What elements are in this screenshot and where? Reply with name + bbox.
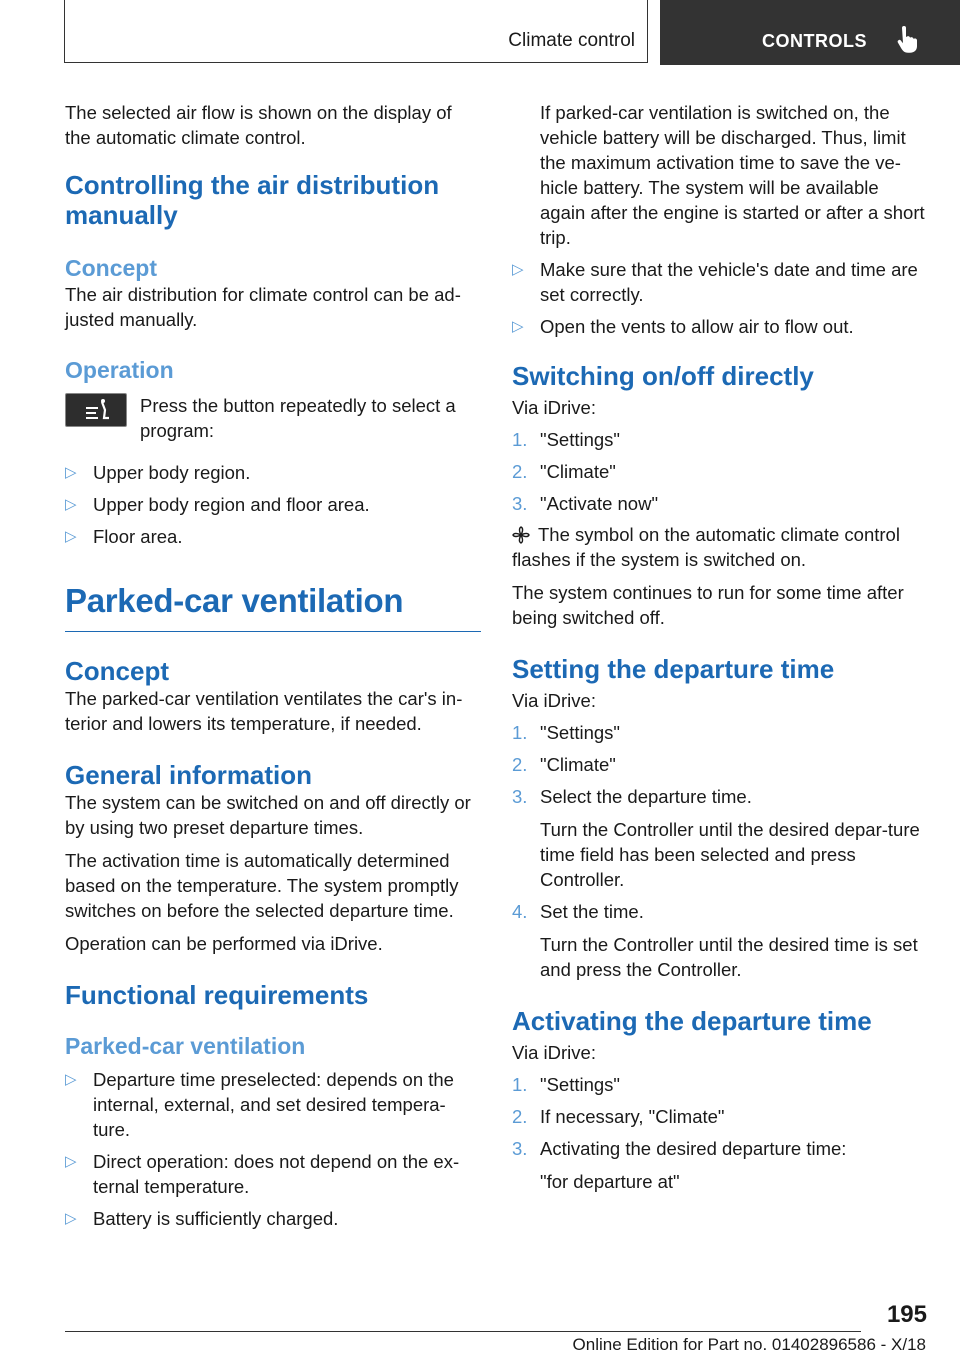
air-distribution-button-icon [65,393,127,427]
list-item: 1. "Settings" [512,429,620,450]
chapter-heading-wrap [65,581,481,632]
list-item: ▷ Floor area. [65,526,183,547]
heading-operation: Operation [65,357,174,383]
general-text-1: The system can be switched on and off directly or by using two preset departure times. [65,792,471,838]
step-detail: Turn the Controller until the desired time is set and press the Controller. [540,934,918,980]
heading-concept-2: Concept [65,656,169,686]
general-text-3: Operation can be performed via iDrive. [65,933,383,954]
header-section-box [64,0,648,63]
page-number: 195 [886,1301,927,1328]
via-idrive-3: Via iDrive: [512,1042,596,1063]
list-item: ▷ Make sure that the vehicle's date and time are set correctly. [512,259,918,305]
list-item: 3. Select the departure time. Turn the Controller until the desired depar‐ture time field has been selected and press Controller. [512,784,928,892]
list-item: 1. "Settings" [512,722,620,743]
list-item: ▷ Open the vents to allow air to flow out. [512,316,854,337]
list-item: 2. If necessary, "Climate" [512,1106,725,1127]
fan-icon [512,526,530,544]
operation-row [65,393,481,453]
list-item: 2. "Climate" [512,754,616,775]
via-idrive-1: Via iDrive: [512,397,596,418]
heading-functional-requirements: Functional requirements [65,980,369,1010]
triangle-bullet-icon: ▷ [65,528,77,545]
heading-manual-air-distribution: Controlling the air distribution manually [65,170,440,230]
triangle-bullet-icon: ▷ [65,496,77,513]
list-item: ▷ Direct operation: does not depend on the ex‐ternal temperature. [65,1151,460,1197]
requirements-list [65,1067,481,1231]
list-item: ▷ Upper body region. [65,462,251,483]
list-item: 1. "Settings" [512,1074,620,1095]
triangle-bullet-icon: ▷ [512,318,524,335]
footer-edition: Online Edition for Part no. 01402896586 - X/18 [572,1335,926,1354]
concept2-text: The parked-car ventilation ventilates the car's in‐terior and lowers its temperature, if needed. [65,688,463,734]
heading-setting-departure-time: Setting the departure time [512,654,835,684]
pointing-hand-icon [896,26,920,54]
triangle-bullet-icon: ▷ [65,464,77,481]
left-column [65,100,481,1231]
continues-text: The system continues to run for some time after being switched off. [512,582,904,628]
via-idrive-2: Via iDrive: [512,690,596,711]
list-item: 3. "Activate now" [512,493,659,514]
general-text-2: The activation time is automatically determined based on the temperature. The system promptly switches on before the selected departure time. [65,850,459,921]
switch-steps-list [512,427,928,516]
list-item: ▷ Upper body region and floor area. [65,494,370,515]
triangle-bullet-icon: ▷ [65,1210,77,1227]
heading-activating-departure-time: Activating the departure time [512,1006,872,1036]
heading-parked-car-ventilation-sub: Parked-car ventilation [65,1033,306,1059]
list-item: 4. Set the time. Turn the Controller until the desired time is set and press the Controller. [512,899,928,982]
battery-note: If parked-car ventilation is switched on, the vehicle battery will be discharged. Thus, limit the maximum activation time to save the ve‐hicle battery. The system will be available again after the engine is started or after a short trip. [540,102,925,248]
heading-general-information: General information [65,760,313,790]
triangle-bullet-icon: ▷ [65,1071,77,1088]
extra-requirements-list [512,257,928,339]
list-item: 3. Activating the desired departure time: "for departure at" [512,1136,928,1194]
heading-concept: Concept [65,255,157,281]
intro-text: The selected air flow is shown on the display of the automatic climate control. [65,102,452,148]
section-title: Climate control [508,30,635,51]
list-item: ▷ Departure time preselected: depends on the internal, external, and set desired tempera‐ture. [65,1069,454,1140]
header-chapter-box [660,0,960,65]
triangle-bullet-icon: ▷ [65,1153,77,1170]
symbol-text: The symbol on the automatic climate control flashes if the system is switched on. [512,524,900,570]
concept-text: The air distribution for climate control can be ad‐justed manually. [65,284,461,330]
step-detail: Turn the Controller until the desired depar‐ture time field has been selected and press Controller. [540,819,920,890]
footer-divider [65,1331,861,1332]
heading-parked-car-ventilation: Parked-car ventilation [65,582,404,619]
operation-text: Press the button repeatedly to select a program: [140,395,456,441]
symbol-text-paragraph [512,522,928,572]
list-item: ▷ Battery is sufficiently charged. [65,1208,339,1229]
step-detail: "for departure at" [540,1171,680,1192]
right-column [512,100,928,1194]
program-list [65,460,481,549]
list-item: 2. "Climate" [512,461,616,482]
chapter-title: CONTROLS [762,31,867,51]
set-steps-list [512,720,928,982]
triangle-bullet-icon: ▷ [512,261,524,278]
activate-steps-list [512,1072,928,1194]
heading-switching-on-off: Switching on/off directly [512,361,814,391]
